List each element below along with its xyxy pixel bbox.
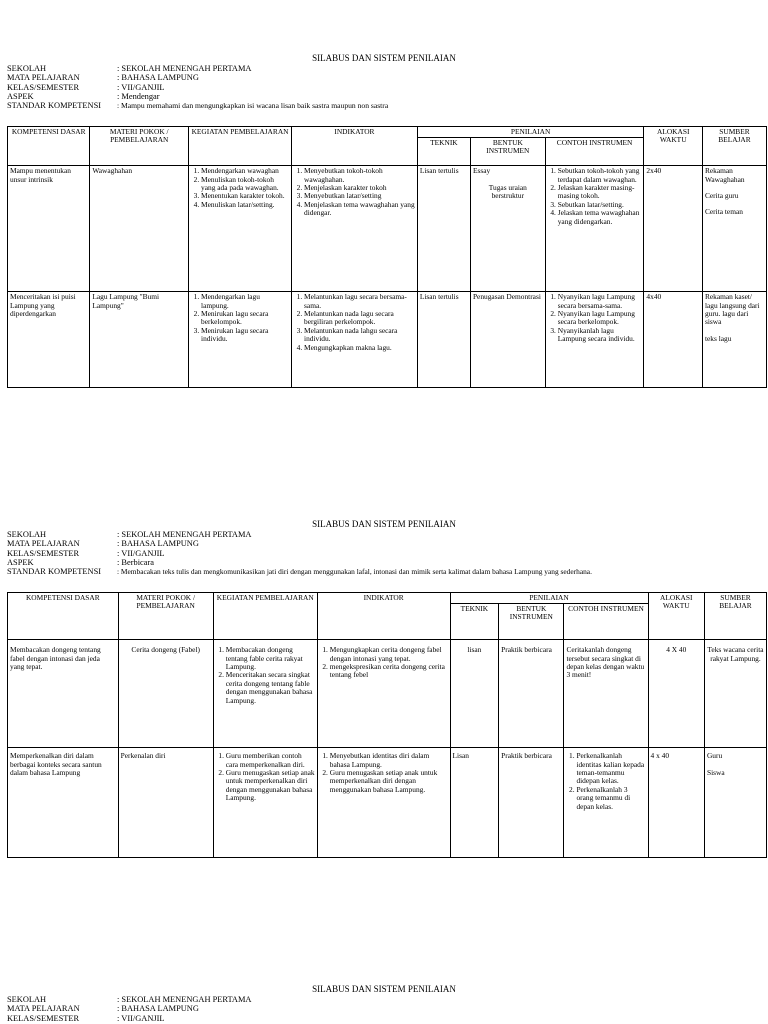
cell-bentuk: Penugasan Demontrasi	[470, 292, 545, 388]
value-sekolah: : SEKOLAH MENENGAH PERTAMA	[117, 64, 252, 73]
col-header-indikator: INDIKATOR	[292, 127, 418, 166]
syllabus-table-1	[7, 126, 767, 388]
cell-alokasi: 4x40	[644, 292, 703, 388]
value-kelas: : VII/GANJIL	[117, 82, 165, 92]
table-row	[8, 748, 767, 858]
cell-materi: Lagu Lampung "Bumi Lampung"	[90, 292, 189, 388]
col-header-contoh: CONTOH INSTRUMEN	[564, 604, 648, 640]
list-item: 2. mengekspresikan cerita dongeng cerita tentang febel	[330, 663, 448, 680]
cell-teknik: lisan	[450, 640, 499, 748]
col-header-kegiatan: KEGIATAN PEMBELAJARAN	[189, 127, 292, 166]
cell-kegiatan	[213, 748, 317, 858]
value-aspek: : Berbicara	[117, 557, 154, 567]
cell-contoh	[545, 166, 644, 292]
list-item: 2. Guru menugaskan setiap anak untuk memperkenalkan diri dengan menggunakan bahasa Lampung.	[330, 769, 448, 794]
list-item: 3. Menentukan karakter tokoh.	[201, 192, 289, 200]
list-item: 3. Melantunkan nada lahgu secara individu.	[304, 327, 415, 344]
list-item: 2. Melantunkan nada lagu secara bergiliran perkelompok.	[304, 310, 415, 327]
value-sekolah: : SEKOLAH MENENGAH PERTAMA	[117, 530, 252, 539]
list-item: 2. Nyanyikan lagu Lampung secara berkelompok.	[558, 310, 642, 327]
document-title: SILABUS DAN SISTEM PENILAIAN	[312, 984, 456, 994]
col-header-kegiatan: KEGIATAN PEMBELAJARAN	[213, 593, 317, 640]
col-header-alokasi: ALOKASI WAKTU	[648, 593, 704, 640]
label-sk: STANDAR KOMPETENSI	[7, 567, 102, 577]
cell-alokasi: 4 X 40	[648, 640, 704, 748]
list-item: 2. Menjelaskan karakter tokoh	[304, 184, 415, 192]
value-kelas: : VII/GANJIL	[117, 548, 165, 558]
col-header-contoh: CONTOH INSTRUMEN	[545, 138, 644, 166]
value-kelas: : VII/GANJIL	[117, 1013, 165, 1023]
col-header-kd: KOMPETENSI DASAR	[8, 127, 90, 166]
col-header-materi: MATERI POKOK / PEMBELAJARAN	[90, 127, 189, 166]
cell-teknik: Lisan tertulis	[417, 166, 470, 292]
header-info-2	[7, 530, 592, 576]
table-row	[8, 292, 767, 388]
col-header-sumber: SUMBER BELAJAR	[704, 593, 766, 640]
sumber-text: Rekaman kaset/ lagu langsung dari guru. lagu dari siswa	[704, 292, 760, 327]
label-sekolah: SEKOLAH	[7, 64, 47, 73]
label-kelas: KELAS/SEMESTER	[7, 82, 80, 92]
sumber-text: Rekaman Wawaghahan	[704, 166, 745, 184]
value-sk: : Mampu memahami dan mengungkapkan isi wacana lisan baik sastra maupun non sastra	[117, 101, 389, 111]
cell-indikator	[317, 640, 450, 748]
cell-sumber	[704, 748, 766, 858]
sumber-text: Cerita guru	[704, 191, 739, 201]
label-kelas: KELAS/SEMESTER	[7, 1013, 80, 1023]
table-row	[8, 166, 767, 292]
cell-teknik: Lisan tertulis	[417, 292, 470, 388]
list-item: 1. Melantunkan lagu secara bersama-sama.	[304, 293, 415, 310]
list-item: 2. Perkenalkanlah 3 orang temanmu di depan kelas.	[576, 786, 645, 811]
sumber-text: Siswa	[706, 767, 725, 777]
document-title: SILABUS DAN SISTEM PENILAIAN	[312, 53, 456, 63]
value-mapel: : BAHASA LAMPUNG	[117, 539, 199, 549]
cell-alokasi: 4 x 40	[648, 748, 704, 858]
list-item: 4. Menuliskan latar/setting.	[201, 201, 289, 209]
cell-materi: Perkenalan diri	[118, 748, 213, 858]
cell-sumber: Teks wacana cerita rakyat Lampung.	[704, 640, 766, 748]
header-info-1	[7, 64, 388, 110]
cell-bentuk: Praktik berbicara	[499, 640, 564, 748]
list-item: 1. Sebutkan tokoh-tokoh yang terdapat dalam wawaghan.	[558, 167, 642, 184]
col-header-alokasi: ALOKASI WAKTU	[644, 127, 703, 166]
cell-indikator	[292, 166, 418, 292]
col-header-materi: MATERI POKOK / PEMBELAJARAN	[118, 593, 213, 640]
label-mapel: MATA PELAJARAN	[7, 539, 80, 549]
value-mapel: : BAHASA LAMPUNG	[117, 1004, 199, 1014]
label-mapel: MATA PELAJARAN	[7, 1004, 80, 1014]
cell-kd: Menceritakan isi puisi Lampung yang diperdengarkan	[8, 292, 90, 388]
col-header-bentuk: BENTUK INSTRUMEN	[499, 604, 564, 640]
col-header-sumber: SUMBER BELAJAR	[702, 127, 766, 166]
list-item: 1. Mendengarkan wawaghan	[201, 167, 289, 175]
cell-kegiatan	[189, 166, 292, 292]
list-item: 4. Jelaskan tema wawaghahan yang didengarkan.	[558, 209, 642, 226]
table-row	[8, 640, 767, 748]
cell-materi: Wawaghahan	[90, 166, 189, 292]
cell-alokasi: 2x40	[644, 166, 703, 292]
list-item: 1. Guru memberikan contoh cara memperkenalkan diri.	[226, 752, 315, 769]
label-kelas: KELAS/SEMESTER	[7, 548, 80, 558]
value-aspek: : Mendengar	[117, 91, 160, 101]
document-title: SILABUS DAN SISTEM PENILAIAN	[312, 519, 456, 529]
value-sekolah: : SEKOLAH MENENGAH PERTAMA	[117, 995, 252, 1004]
cell-bentuk: Praktik berbicara	[499, 748, 564, 858]
col-header-penilaian: PENILAIAN	[417, 127, 644, 138]
list-item: 3. Menyebutkan latar/setting	[304, 192, 415, 200]
list-item: 2. Guru menugaskan setiap anak untuk memperkenalkan diri dengan menggunakan bahasa Lampung.	[226, 769, 315, 803]
label-aspek: ASPEK	[7, 91, 34, 101]
value-sk: : Membacakan teks tulis dan mengkomunikasikan jati diri dengan menggunakan lafal, intonasi dan mimik serta kalimat dalam bahasa Lampung yang sederhana.	[117, 567, 592, 577]
col-header-teknik: TEKNIK	[450, 604, 499, 640]
list-item: 4. Mengungkapkan makna lagu.	[304, 344, 415, 352]
col-header-bentuk: BENTUK INSTRUMEN	[470, 138, 545, 166]
cell-kd: Mampu menentukan unsur intrinsik	[8, 166, 90, 292]
list-item: 2. Menceritakan secara singkat cerita dongeng tentang fable dengan menggunakan bahasa Lampung.	[226, 671, 315, 705]
cell-indikator	[292, 292, 418, 388]
col-header-penilaian: PENILAIAN	[450, 593, 648, 604]
list-item: 3. Menirukan lagu secara individu.	[201, 327, 289, 344]
sumber-text: Guru	[706, 751, 723, 761]
bentuk-text: Tugas uraian berstruktur	[488, 182, 527, 201]
cell-materi: Cerita dongeng (Fabel)	[118, 640, 213, 748]
cell-teknik: Lisan	[450, 748, 499, 858]
list-item: 1. Membacakan dongeng tentang fable cerita rakyat Lampung.	[226, 646, 315, 671]
list-item: 3. Nyanyikanlah lagu Lampung secara individu.	[558, 327, 642, 344]
label-aspek: ASPEK	[7, 557, 34, 567]
header-info-3	[7, 995, 251, 1023]
cell-contoh	[564, 748, 648, 858]
list-item: 1. Mengungkapkan cerita dongeng fabel dengan intonasi yang tepat.	[330, 646, 448, 663]
cell-contoh	[545, 292, 644, 388]
label-sekolah: SEKOLAH	[7, 530, 47, 539]
label-sk: STANDAR KOMPETENSI	[7, 101, 102, 111]
cell-sumber	[702, 292, 766, 388]
cell-kegiatan	[189, 292, 292, 388]
cell-bentuk	[470, 166, 545, 292]
list-item: 1. Nyanyikan lagu Lampung secara bersama-sama.	[558, 293, 642, 310]
list-item: 4. Menjelaskan tema wawaghahan yang didengar.	[304, 201, 415, 218]
cell-sumber	[702, 166, 766, 292]
sumber-text: teks lagu	[704, 333, 732, 343]
bentuk-text: Essay	[472, 166, 491, 176]
label-sekolah: SEKOLAH	[7, 995, 47, 1004]
list-item: 1. Mendengarkan lagu lampung.	[201, 293, 289, 310]
label-mapel: MATA PELAJARAN	[7, 73, 80, 83]
cell-contoh: Ceritakanlah dongeng tersebut secara singkat di depan kelas dengan waktu 3 menit!	[564, 640, 648, 748]
col-header-indikator: INDIKATOR	[317, 593, 450, 640]
list-item: 2. Menirukan lagu secara berkelompok.	[201, 310, 289, 327]
sumber-text: Cerita teman	[704, 207, 743, 217]
col-header-kd: KOMPETENSI DASAR	[8, 593, 119, 640]
syllabus-table-2	[7, 592, 767, 858]
col-header-teknik: TEKNIK	[417, 138, 470, 166]
cell-indikator	[317, 748, 450, 858]
list-item: 1. Perkenalkanlah identitas kalian kepada teman-temanmu didepan kelas.	[576, 752, 645, 786]
list-item: 2. Jelaskan karakter masing-masing tokoh.	[558, 184, 642, 201]
value-mapel: : BAHASA LAMPUNG	[117, 73, 199, 83]
cell-kegiatan	[213, 640, 317, 748]
list-item: 1. Menyebutkan identitas diri dalam bahasa Lampung.	[330, 752, 448, 769]
list-item: 2. Menuliskan tokoh-tokoh yang ada pada wawaghan.	[201, 176, 289, 193]
cell-kd: Membacakan dongeng tentang fabel dengan intonasi dan jeda yang tepat.	[8, 640, 119, 748]
list-item: 1. Menyebutkan tokoh-tokoh wawaghahan.	[304, 167, 415, 184]
cell-kd: Memperkenalkan diri dalam berbagai konteks secara santun dalam bahasa Lampung	[8, 748, 119, 858]
list-item: 3. Sebutkan latar/setting.	[558, 201, 642, 209]
